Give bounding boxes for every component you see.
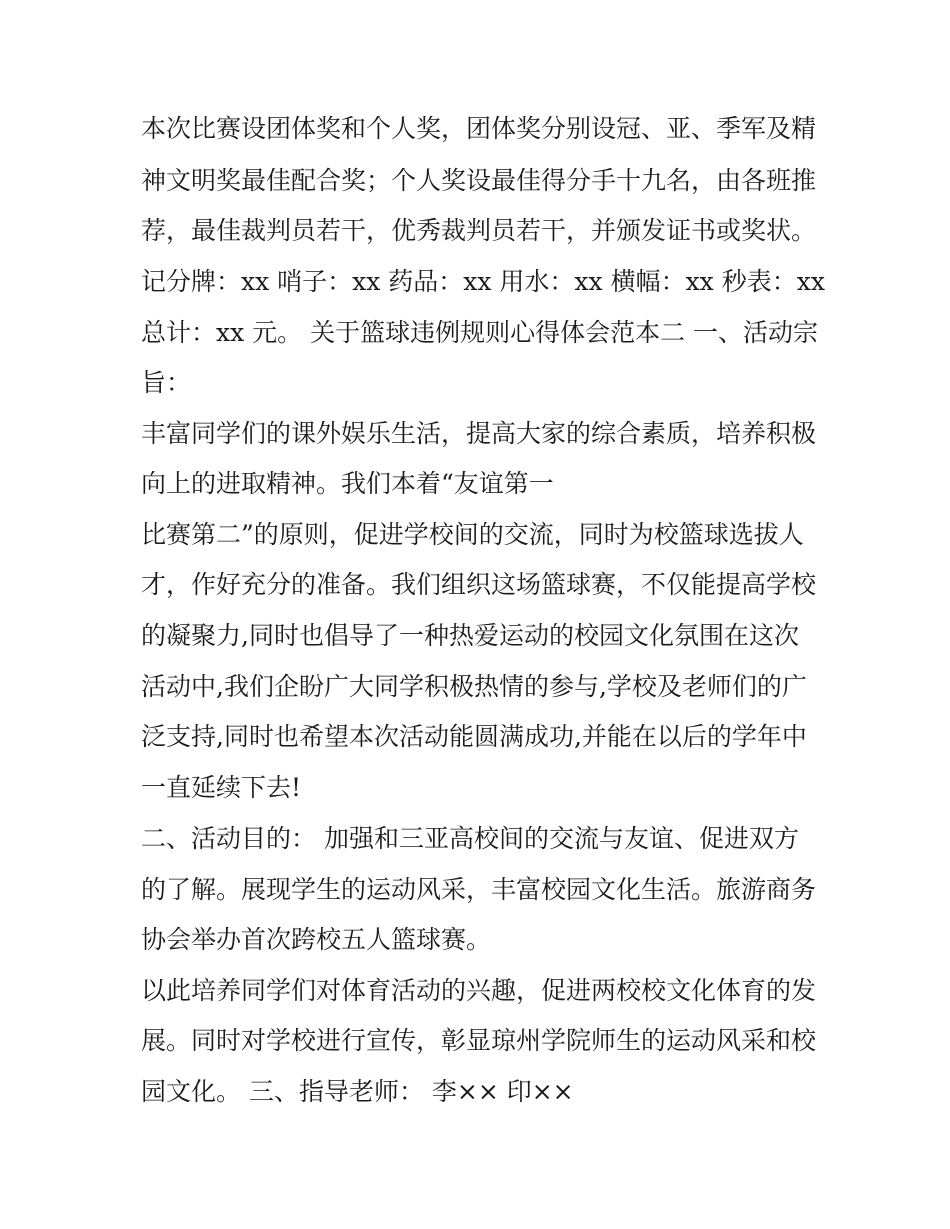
text-line: 的了解。展现学生的运动风采，丰富校园文化生活。旅游商务 (141, 875, 817, 904)
text-line: 比赛第二”的原则，促进学校间的交流，同时为校篮球选拔人 (141, 520, 804, 549)
text-line: 神文明奖最佳配合奖；个人奖设最佳得分手十九名，由各班推 (141, 166, 817, 195)
text-line: 的凝聚力,同时也倡导了一种热爱运动的校园文化氛围在这次 (141, 621, 799, 650)
text-line: 记分牌：xx 哨子：xx 药品：xx 用水：xx 横幅：xx 秒表：xx (141, 267, 825, 296)
text-line: 二、活动目的： 加强和三亚高校间的交流与友谊、促进双方 (141, 824, 799, 853)
text-line: 丰富同学们的课外娱乐生活，提高大家的综合素质，培养积极 (141, 419, 817, 448)
text-line: 以此培养同学们对体育活动的兴趣，促进两校校文化体育的发 (141, 976, 817, 1005)
text-line: 向上的进取精神。我们本着“友谊第一 (141, 469, 554, 498)
text-line: 本次比赛设团体奖和个人奖，团体奖分别设冠、亚、季军及精 (141, 114, 817, 143)
text-line: 一直延续下去! (141, 773, 302, 802)
text-line: 才，作好充分的准备。我们组织这场篮球赛，不仅能提高学校 (141, 570, 817, 599)
text-line: 旨： (141, 368, 192, 397)
text-line: 泛支持,同时也希望本次活动能圆满成功,并能在以后的学年中 (141, 722, 807, 751)
text-line: 荐，最佳裁判员若干，优秀裁判员若干，并颁发证书或奖状。 (141, 216, 817, 245)
text-line: 活动中,我们企盼广大同学积极热情的参与,学校及老师们的广 (141, 672, 807, 701)
text-line: 园文化。 三、指导老师： 李×× 印×× (141, 1077, 574, 1106)
text-line: 协会举办首次跨校五人篮球赛。 (141, 925, 492, 954)
text-line: 展。同时对学校进行宣传，彰显琼州学院师生的运动风采和校 (141, 1026, 817, 1055)
text-line: 总计：xx 元。 关于篮球违例规则心得体会范本二 一、活动宗 (141, 318, 819, 347)
